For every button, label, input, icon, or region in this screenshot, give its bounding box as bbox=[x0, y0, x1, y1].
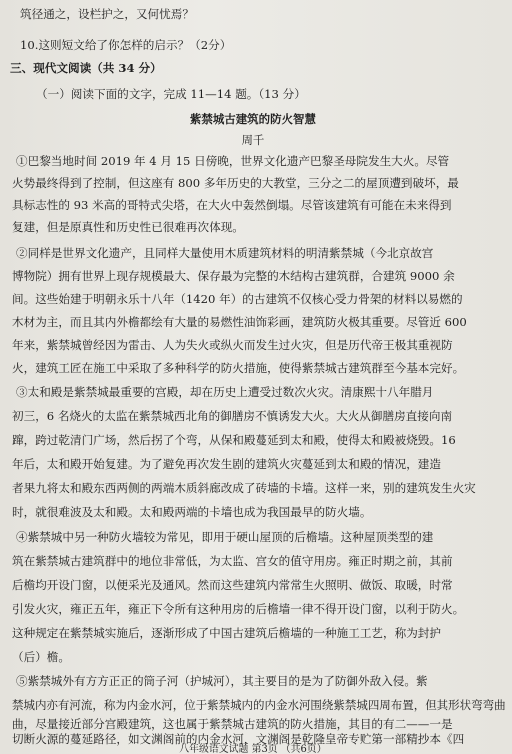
body-line: 年来，紫禁城曾经因为雷击、人为失火或纵火而发生过火灾，但是历代帝王极其重视防 bbox=[12, 338, 453, 352]
body-line: 年后，太和殿开始复建。为了避免再次发生剧的建筑火灾蔓延到太和殿的情况，建造 bbox=[12, 457, 441, 471]
body-line: 火势最终得到了控制，但这座有 800 多年历史的大教堂，三分之二的屋顶遭到破坏，最 bbox=[12, 176, 459, 190]
body-line: ②同样是世界文化遗产，且同样大量使用木质建筑材料的明清紫禁城（今北京故宫 bbox=[16, 246, 434, 260]
body-line: 蹿，跨过乾清门广场，然后拐了个弯，从保和殿蔓延到太和殿，使得太和殿被烧毁。16 bbox=[12, 433, 456, 447]
body-line: 这种规定在紫禁城实施后，逐渐形成了中国古建筑后檐墙的一种施工工艺，称为封护 bbox=[12, 626, 441, 640]
question-10: 10.这则短文给了你怎样的启示？（2分） bbox=[20, 38, 232, 52]
article-author: 周千 bbox=[241, 133, 265, 147]
body-line: 切断火源的蔓延路径，如文渊阁前的内金水河，文渊阁是乾隆皇帝专贮第一部精抄本《四 bbox=[12, 732, 465, 746]
body-line: 筑在紫禁城古建筑群中的地位非常低，为太监、宫女的值守用房。雍正时期之前，其前 bbox=[12, 554, 453, 568]
article-title: 紫禁城古建筑的防火智慧 bbox=[189, 112, 316, 126]
body-line: ④紫禁城中另一种防火墙较为常见，即用于硬山屋顶的后檐墙。这种屋顶类型的建 bbox=[16, 530, 434, 544]
body-line: 火，建筑工匠在施工中采取了多种科学的防火措施，使得紫禁城古建筑群至今基本完好。 bbox=[12, 361, 465, 375]
body-line: 初三，6 名烧火的太监在紫禁城西北角的御膳房不慎诱发大火。大火从御膳房直接向南 bbox=[12, 409, 453, 423]
body-line: 间。这些始建于明朝永乐十八年（1420 年）的古建筑不仅核心受力骨架的材料以易燃的 bbox=[12, 292, 463, 306]
body-line: 后檐均开设门窗，以便采光及通风。然而这些建筑内常常生火照明、做饭、取暖，时常 bbox=[12, 578, 453, 592]
prev-text-line: 筑径通之，设栏护之，又何忧焉？ bbox=[20, 7, 194, 21]
body-line: 引发火灾，雍正五年，雍正下令所有这种用房的后檐墙一律不得开设门窗，以利于防火。 bbox=[12, 602, 465, 616]
body-line: 禁城内亦有河流，称为内金水河，位于紫禁城内的内金水河围绕紫禁城四周布置，但其形状弯弯曲 bbox=[12, 698, 506, 712]
body-line: ①巴黎当地时间 2019 年 4 月 15 日傍晚，世界文化遗产巴黎圣母院发生大火。尽管 bbox=[16, 154, 450, 168]
body-line: 木材为主，而且其内外檐都绘有大量的易燃性油饰彩画，建筑防火极其重要。尽管近 600 bbox=[12, 315, 467, 329]
body-line: 博物院）拥有世界上现存规模最大、保存最为完整的木结构古建筑群，合建筑 9000 余 bbox=[12, 269, 455, 283]
page-footer: 八年级语文试题 第3页 （共6页） bbox=[179, 744, 327, 754]
body-line: ⑤紫禁城外有方方正正的筒子河（护城河），其主要目的是为了防御外敌入侵。紫 bbox=[16, 674, 428, 688]
body-line: 具标志性的 93 米高的哥特式尖塔，在大火中轰然倒塌。尽管该建筑有可能在未来得到 bbox=[12, 198, 452, 212]
body-line: 曲，尽量接近部分宫殿建筑，这也属于紫禁城古建筑的防火措施，其目的有二——一是 bbox=[12, 717, 453, 731]
body-line: （后）檐。 bbox=[12, 650, 70, 664]
section-subheading: （一）阅读下面的文字，完成 11—14 题。（13 分） bbox=[36, 87, 306, 101]
body-line: ③太和殿是紫禁城最重要的宫殿，却在历史上遭受过数次火灾。清康熙十八年腊月 bbox=[16, 385, 434, 399]
section-heading: 三、现代文阅读（共 34 分） bbox=[10, 61, 162, 75]
body-line: 时，就很难波及太和殿。太和殿两端的卡墙也成为我国最早的防火墙。 bbox=[12, 505, 372, 519]
body-line: 者果九将太和殿东西两侧的两端木质斜廊改成了砖墙的卡墙。这样一来，别的建筑发生火灾 bbox=[12, 481, 476, 495]
body-line: 复建，但是原真性和历史性已很难再次体现。 bbox=[12, 220, 244, 234]
